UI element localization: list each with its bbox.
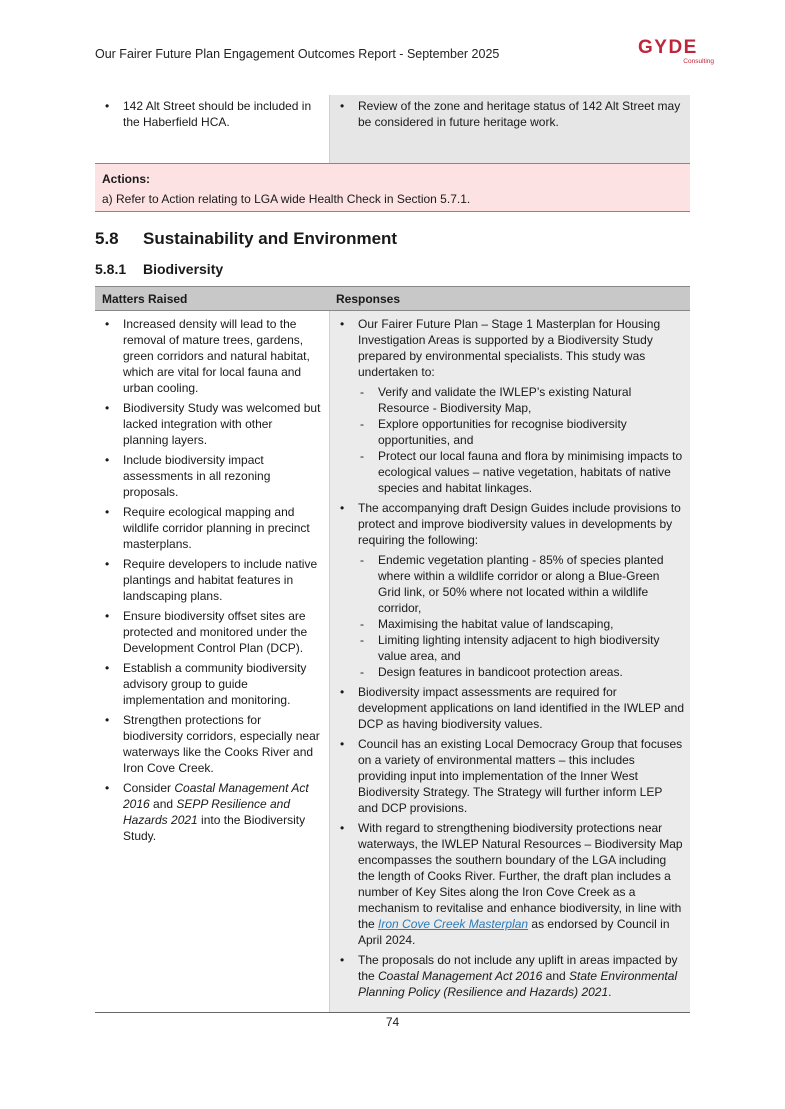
section-heading: 5.8 Sustainability and Environment xyxy=(95,229,398,248)
list-item: • Increased density will lead to the removal of mature trees, gardens, green corridors and natural habitat, which are vital for local fauna and urban cooling. xyxy=(105,317,310,395)
logo-text: GYDE xyxy=(638,37,698,58)
matters-cell xyxy=(95,311,329,844)
list-item: • Biodiversity Study was welcomed but lacked integration with other planning layers. xyxy=(105,401,321,447)
list-item: • Require developers to include native plantings and habitat features in landscaping plans. xyxy=(105,557,318,603)
actions-title: Actions: xyxy=(102,172,150,186)
column-header-responses: Responses xyxy=(336,292,401,306)
responses-cell xyxy=(329,311,690,1012)
sub-list-item: - Endemic vegetation planting - 85% of species planted where within a wildlife corridor or along a Blue-Green Grid link, or 50% where not located within a wildlife corridor, xyxy=(360,553,664,615)
list-item: • Consider Coastal Management Act 2016 and SEPP Resilience and Hazards 2021 into the Biodiversity Study. xyxy=(105,781,309,843)
list-item: • Require ecological mapping and wildlife corridor planning in precinct masterplans. xyxy=(105,505,310,551)
previous-table-row xyxy=(95,95,690,163)
matter-cell xyxy=(95,95,329,163)
page-number: 74 xyxy=(385,1015,400,1029)
subsection-heading: 5.8.1 Biodiversity xyxy=(95,261,224,277)
list-item: • Our Fairer Future Plan – Stage 1 Masterplan for Housing Investigation Areas is supported by a Biodiversity Study prepared by environmental specialists. This study was undertaken to: xyxy=(340,317,661,379)
list-item: • Biodiversity impact assessments are required for development applications on land identified in the IWLEP and DCP as having biodiversity values. xyxy=(340,685,684,731)
list-item: • Strengthen protections for biodiversity corridors, especially near waterways like the Cooks River and Iron Cove Creek. xyxy=(105,713,320,775)
list-item: • Include biodiversity impact assessments in all rezoning proposals. xyxy=(105,453,271,499)
biodiversity-table xyxy=(95,286,690,1013)
sub-list-item: - Protect our local fauna and flora by minimising impacts to ecological values – native vegetation, habitats of native species and habitat linkages. xyxy=(360,449,683,495)
list-item: • Council has an existing Local Democracy Group that focuses on a variety of environmental matters – this includes providing input into implementation of the Inner West Biodiversity Strategy. The Strategy will further inform LEP and DCP provisions. xyxy=(340,737,683,815)
column-header-matters: Matters Raised xyxy=(102,292,188,306)
response-cell xyxy=(329,95,690,163)
page-header-title: Our Fairer Future Plan Engagement Outcomes Report - September 2025 xyxy=(95,47,500,61)
sub-list-item: - Verify and validate the IWLEP’s existing Natural Resource - Biodiversity Map, xyxy=(360,385,632,415)
sub-list-item: - Explore opportunities for recognise biodiversity opportunities, and xyxy=(360,417,627,447)
list-item: • 142 Alt Street should be included in the Haberfield HCA. xyxy=(105,99,312,129)
list-item: • With regard to strengthening biodiversity protections near waterways, the IWLEP Natural Resources – Biodiversity Map encompasses the southern boundary of the LGA including the length of Cooks River. Further, the draft plan includes a number of Key Sites along the Iron Cove Creek as a mechanism to revitalise and enhance biodiversity, in line with the Iron Cove Creek Masterplan as endorsed by Council in April 2024. xyxy=(340,821,683,947)
sub-list-item: - Design features in bandicoot protection areas. xyxy=(360,665,623,679)
logo-subtext: Consulting xyxy=(683,58,714,65)
gyde-logo xyxy=(638,38,726,66)
iron-cove-creek-masterplan-link[interactable]: Iron Cove Creek Masterplan xyxy=(378,917,529,931)
actions-box xyxy=(95,163,690,212)
list-item: • Establish a community biodiversity advisory group to guide implementation and monitoring. xyxy=(105,661,307,707)
actions-text: a) Refer to Action relating to LGA wide Health Check in Section 5.7.1. xyxy=(102,192,471,206)
list-item: • Review of the zone and heritage status of 142 Alt Street may be considered in future heritage work. xyxy=(340,99,681,129)
list-item: • The accompanying draft Design Guides include provisions to protect and improve biodiversity values in developments by requiring the following: xyxy=(340,501,681,547)
table-header xyxy=(95,286,690,311)
list-item: • The proposals do not include any uplift in areas impacted by the Coastal Management Act 2016 and State Environmental Planning Policy (Resilience and Hazards) 2021. xyxy=(340,953,678,999)
sub-list-item: - Limiting lighting intensity adjacent to high biodiversity value area, and xyxy=(360,633,660,663)
sub-list-item: - Maximising the habitat value of landscaping, xyxy=(360,617,614,631)
list-item: • Ensure biodiversity offset sites are protected and monitored under the Development Control Plan (DCP). xyxy=(105,609,308,655)
